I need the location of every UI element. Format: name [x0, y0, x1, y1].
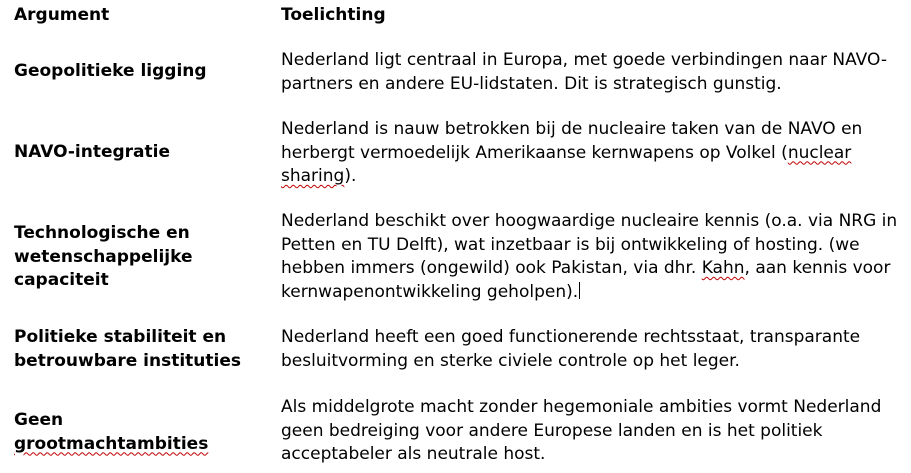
explanation-technological-capacity: Nederland beschikt over hoogwaardige nucleaire kennis (o.a. via NRG in Petten en TU Delft), wat inzetbaar is bij ontwikkeling of hosting. (we hebben immers (ongewild) ook Pakistan, via dhr. Kahn, aan kennis voor kernwapenontwikkeling geholpen). [281, 211, 898, 302]
column-header-explanation: Toelichting [281, 5, 386, 25]
text-cursor [579, 282, 580, 299]
argument-political-stability: Politieke stabiliteit en betrouwbare instituties [14, 327, 242, 371]
argument-nato-integration: NAVO-integratie [14, 142, 171, 162]
explanation-text: Nederland is nauw betrokken bij de nucleaire taken van de NAVO en herbergt vermoedelijk Amerikaanse kernwapens op Volkel ( [281, 119, 863, 163]
misspelled-word[interactable]: nuclear [787, 142, 852, 163]
explanation-text: Nederland beschikt over hoogwaardige nucleaire kennis (o.a. via NRG in Petten en TU Delft), wat inzetbaar is bij ontwikkeling of hosting. (we hebben immers (ongewild) ook Pakistan, via dhr. [281, 211, 898, 278]
argument-technological-capacity: Technologische en wetenschappelijke capaciteit [14, 223, 193, 290]
argument-no-great-power-ambitions: Geen grootmachtambities [14, 410, 209, 454]
misspelled-word[interactable]: grootmachtambities [14, 433, 209, 454]
explanation-nato-integration: Nederland is nauw betrokken bij de nucleaire taken van de NAVO en herbergt vermoedelijk Amerikaanse kernwapens op Volkel (nuclear sharing). [281, 119, 863, 186]
explanation-political-stability: Nederland heeft een goed functionerende rechtsstaat, transparante besluitvorming en sterke civiele controle op het leger. [281, 327, 861, 371]
explanation-no-great-power-ambitions: Als middelgrote macht zonder hegemoniale ambities vormt Nederland geen bedreiging voor andere Europese landen en is het politiek acceptabeler als neutrale host. [281, 397, 882, 464]
argument-geopolitical-location: Geopolitieke ligging [14, 61, 207, 81]
column-header-argument: Argument [14, 5, 110, 25]
explanation-geopolitical-location: Nederland ligt centraal in Europa, met goede verbindingen naar NAVO-partners en andere EU-lidstaten. Dit is strategisch gunstig. [281, 50, 887, 94]
misspelled-word[interactable]: Kahn [701, 258, 745, 278]
misspelled-word[interactable]: sharing [281, 166, 345, 186]
